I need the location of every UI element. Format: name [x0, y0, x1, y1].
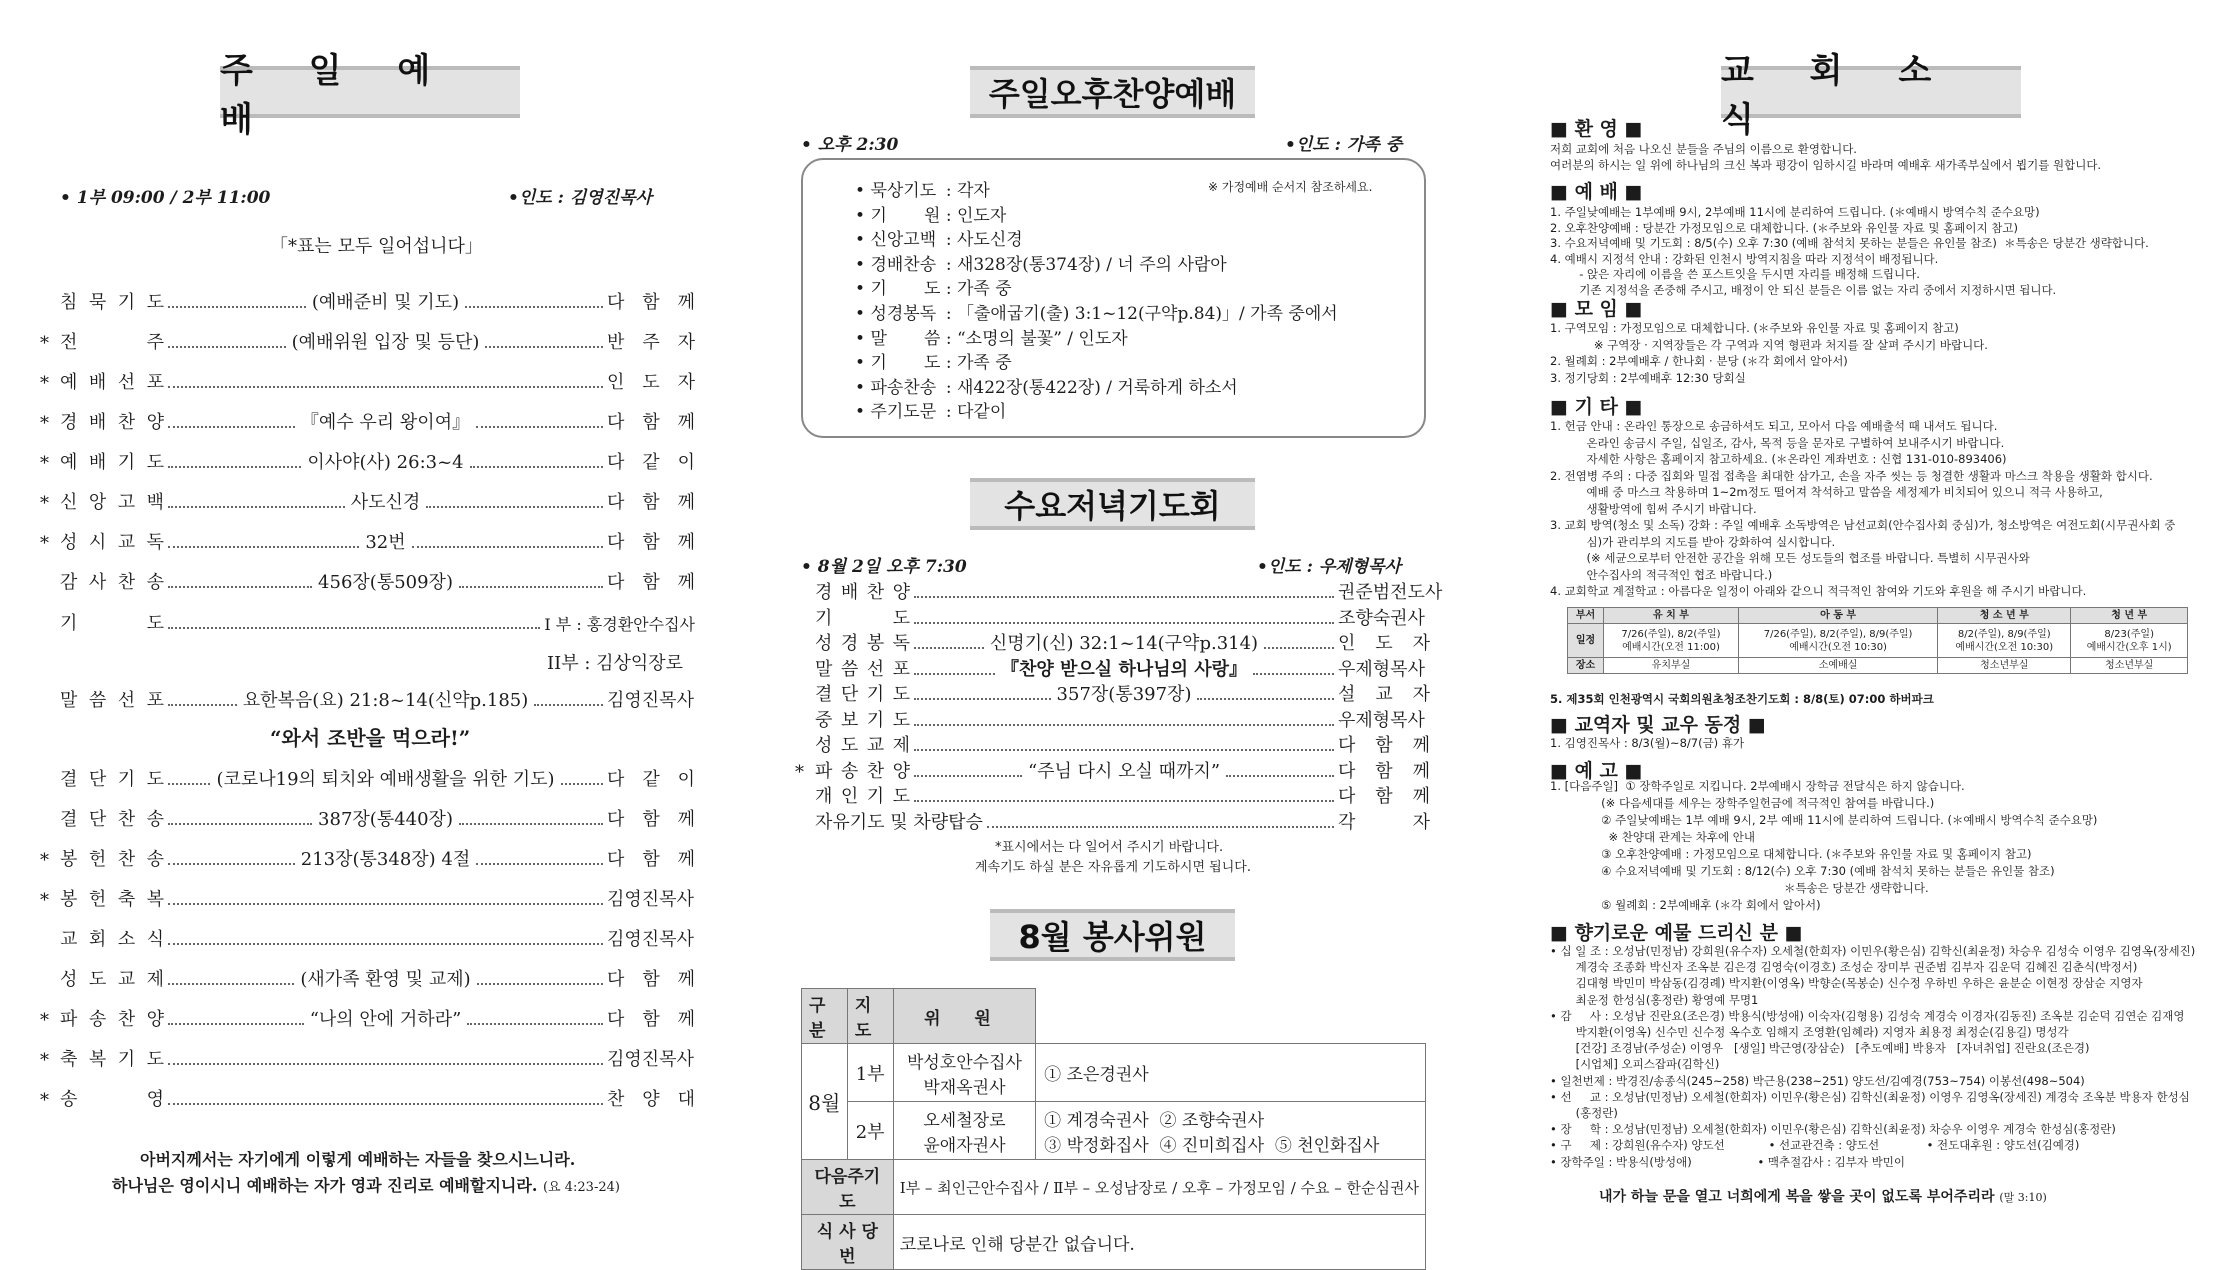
leader-dots: [477, 983, 603, 985]
leader-dots: [561, 783, 603, 785]
part-1-cell: 1부: [847, 1044, 893, 1102]
order-item: 성 도 교 제: [60, 969, 164, 990]
staff-news-heading: ■ 교역자 및 교우 동정 ■: [1550, 714, 1766, 736]
wednesday-note-1: *표시에서는 다 일어서 주시기 바랍니다.: [995, 840, 1224, 855]
order-item: 축 복 기 도: [60, 1049, 164, 1070]
leader-dots: [534, 704, 603, 706]
order-item: 예 배 선 포: [60, 372, 164, 393]
leader-dots: [168, 903, 603, 905]
notice-line: ③ 오후찬양예배 : 가정모임으로 대체합니다. (＊주보와 유인물 자료 및 홈페이지 참고): [1550, 847, 2032, 861]
order-detail: “나의 안에 거하라”: [309, 1009, 462, 1030]
wednesday-time: • 8월 2일 오후 7:30: [801, 557, 967, 577]
order-item: 감 사 찬 송: [60, 572, 164, 593]
order-row: [795, 578, 1443, 604]
afternoon-order-row: • 경배찬송 : 새328장(통374장) / 너 주의 사람아: [855, 250, 1227, 275]
leader-dots: [168, 1063, 603, 1065]
order-person: 다 함 께: [1338, 760, 1430, 782]
leader-dots: [914, 596, 1334, 598]
order-row: [795, 706, 1430, 732]
stand-marker: *: [40, 493, 49, 514]
afternoon-item: 신앙고백: [870, 230, 937, 251]
afternoon-order-row: • 기 원 : 인도자: [855, 201, 1006, 226]
order-item: 송 영: [60, 1089, 164, 1110]
order-detail: 이사야(사) 26:3~4: [307, 452, 464, 473]
order-detail: 387장(통440장): [318, 809, 453, 830]
order-item: 예 배 기 도: [60, 452, 164, 473]
order-item: 기 도: [60, 613, 164, 634]
order-person: 인 도 자: [1338, 633, 1430, 654]
order-person: 다 함 께: [607, 572, 696, 593]
order-detail: 『예수 우리 왕이여』: [300, 412, 471, 433]
notice-line: (※ 세균으로부터 안전한 공간을 위해 모든 성도들의 협조를 바랍니다. 특별히 시무권사와: [1550, 551, 2030, 565]
order-person: 다 함 께: [1338, 735, 1430, 756]
afternoon-item: 기 원: [870, 205, 941, 226]
ed-header-dept: 부서: [1568, 608, 1604, 624]
notice-line: (※ 다음세대를 세우는 장학주일헌금에 적극적인 참여를 바랍니다.): [1550, 796, 1935, 810]
afternoon-detail: 「출애굽기(출) 3:1~12(구약p.84)」/ 가족 중에서: [956, 304, 1338, 324]
afternoon-detail: 가족 중: [956, 279, 1012, 300]
afternoon-detail: 각자: [956, 181, 990, 201]
order-item: 기 도: [815, 607, 910, 629]
leader-dots: [168, 943, 603, 945]
afternoon-item: 기 도: [870, 279, 941, 300]
order-detail: “주님 다시 오실 때까지”: [1027, 760, 1221, 782]
afternoon-order-row: • 기 도 : 가족 중: [855, 348, 1012, 373]
afternoon-worship-title: 주일오후찬양예배: [970, 66, 1255, 118]
order-detail: 456장(통509장): [318, 572, 453, 593]
order-row: [40, 568, 695, 594]
welcome-heading: ■ 환 영 ■: [1550, 118, 1643, 140]
afternoon-leader: •인도 : 가족 중: [1285, 135, 1403, 155]
order-person: 김영진목사: [607, 889, 694, 910]
notice-line: ④ 수요저녁예배 및 기도회 : 8/12(수) 오후 7:30 (예배 참석치 못하는 분들은 유인물 참조): [1550, 864, 2055, 878]
afternoon-item: 주기도문: [870, 402, 937, 423]
ed-date-cell: 8/2(주일), 8/9(주일) 예배시간(오전 10:30): [1938, 624, 2071, 658]
order-item: 교 회 소 식: [60, 929, 164, 950]
ed-place-label: 장소: [1568, 658, 1604, 674]
afternoon-time: • 오후 2:30: [801, 135, 899, 155]
notice-line: 자세한 사항은 홈페이지 참고하세요. (＊온라인 계좌번호 : 신협 131-010-893406): [1550, 452, 2007, 466]
order-detail: 357장(통397장): [1056, 684, 1192, 705]
next-prayer-value: Ⅰ부 – 최인근안수집사 / Ⅱ부 – 오성남장로 / 오후 – 가정모임 / 수요 – 한순심권사: [893, 1160, 1425, 1215]
afternoon-item: 기 도: [870, 353, 941, 374]
stand-marker: *: [40, 453, 49, 474]
notice-line: 1. 주일낮예배는 1부예배 9시, 2부예배 11시에 분리하여 드립니다. (＊예배시 방역수칙 준수요망): [1550, 205, 2040, 219]
order-detail: 『찬양 받으실 하나님의 사랑』: [1000, 658, 1248, 680]
leader-dots: [914, 647, 984, 649]
order-row: [795, 655, 1430, 681]
leader-dots: [168, 346, 286, 348]
notice-line: 3. 교회 방역(청소 및 소독) 강화 : 주일 예배후 소독방역은 남선교회(안수집사회 중심)가, 청소방역은 여전도회(시무권사회 중: [1550, 518, 2176, 532]
leader-dots: [914, 673, 995, 675]
stand-marker: *: [40, 850, 49, 871]
afternoon-detail: 가족 중: [956, 353, 1012, 374]
col-header-division: 구 분: [802, 989, 848, 1044]
leader-dots: [168, 586, 312, 588]
afternoon-order-row: • 묵상기도 : 각자: [855, 176, 990, 201]
leader-dots: [168, 1103, 603, 1105]
leader-dots: [168, 426, 295, 428]
part-2-leaders: 오세철장로 윤애자권사: [893, 1102, 1035, 1160]
afternoon-order-row: • 파송찬송 : 새422장(통422장) / 거룩하게 하소서: [855, 373, 1238, 398]
order-row: [795, 757, 1430, 783]
meeting-heading: ■ 모 임 ■: [1550, 298, 1643, 320]
leader-dots: [168, 627, 540, 629]
order-person: 우제형목사: [1338, 709, 1425, 731]
ed-header-youth: 청 소 년 부: [1938, 608, 2071, 624]
order-person: 각 자: [1338, 811, 1430, 833]
order-row: [40, 965, 695, 991]
order-row: [40, 609, 695, 635]
leader-dots: [1253, 673, 1334, 675]
notice-line: 2. 전염병 주의 : 다중 집회와 밀접 접촉을 최대한 삼가고, 손을 자주 씻는 등 청결한 생활과 마스크 착용을 생활화 합시다.: [1550, 468, 2153, 483]
notice-line: • 장학주일 : 박용식(방성애) • 맥추절감사 : 김부자 박민이: [1550, 1154, 1905, 1169]
order-item: 파 송 찬 양: [815, 760, 910, 782]
order-row: [40, 408, 695, 434]
order-row: [40, 1085, 695, 1111]
notice-line: 1. 헌금 안내 : 온라인 통장으로 송금하셔도 되고, 모아서 다음 예배출석 때 내셔도 됩니다.: [1550, 419, 1998, 433]
order-row: [40, 368, 695, 394]
leader-dots: [1264, 647, 1334, 649]
ed-header-young-adult: 청 년 부: [2071, 608, 2188, 624]
order-item: 말 씀 선 포: [60, 690, 164, 711]
notice-line: 3. 정기당회 : 2부예배후 12:30 당회실: [1550, 370, 1746, 385]
notice-line: • 감 사 : 오성남 진란요(조은경) 박용식(방성애) 이숙자(김형용) 김성숙 계경숙 이경자(김동진) 조옥분 김순덕 김연순 김재영: [1550, 1008, 2185, 1023]
notice-line: • 선 교 : 오성남(민정남) 오세철(한희자) 이민우(황은심) 김학신(최윤정) 이영우 김영옥(장세진) 계경숙 조옥분 박용자 한성심: [1550, 1089, 2190, 1104]
order-person: 다 함 께: [607, 292, 695, 313]
notice-line: 저희 교회에 처음 나오신 분들을 주님의 이름으로 환영합니다.: [1550, 142, 1857, 156]
leader-dots: [168, 863, 295, 865]
notice-line: 4. 예배시 지정석 안내 : 강화된 인천시 방역지침을 따라 지정석이 배정됩니다.: [1550, 251, 1939, 266]
order-person: 다 함 께: [607, 849, 696, 870]
order-row: [40, 765, 695, 791]
order-item: 침 묵 기 도: [60, 292, 164, 313]
notice-line: 계경숙 조종화 박신자 조옥분 김은경 김영숙(이경호) 조성순 장미부 권준범 김부자 김운덕 김혜진 김춘식(박정서): [1550, 960, 2138, 975]
notice-line: 심)가 관리부의 지도를 받아 강화하여 실시합니다.: [1550, 534, 1836, 549]
volunteers-table: [801, 988, 1426, 1270]
afternoon-item: 묵상기도: [870, 181, 937, 201]
part-1-leaders: 박성호안수집사 박재옥권사: [893, 1044, 1035, 1102]
order-person: 다 같 이: [607, 452, 695, 473]
order-row: [795, 629, 1430, 655]
order-detail: (새가족 환영 및 교제): [300, 969, 471, 990]
order-detail: 신명기(신) 32:1~14(구약p.314): [989, 633, 1259, 654]
worship-leader: •인도 : 김영진목사: [508, 188, 652, 208]
order-row: [40, 448, 695, 474]
afternoon-item: 파송찬송: [870, 377, 937, 398]
afternoon-item: 경배찬송: [870, 254, 937, 275]
next-prayer-label: 다음주기도: [802, 1160, 894, 1215]
order-item: 결 단 찬 송: [60, 809, 164, 830]
notice-line: [시업체] 오피스잡파(김학신): [1550, 1057, 1720, 1072]
leader-dots: [914, 622, 1334, 624]
order-item: 파 송 찬 양: [60, 1009, 164, 1030]
order-row: [795, 782, 1430, 808]
order-person: 다 함 께: [607, 412, 696, 433]
leader-dots: [465, 306, 603, 308]
part-2-cell: 2부: [847, 1102, 893, 1160]
afternoon-detail: 사도신경: [956, 230, 1023, 251]
order-item: 신 앙 고 백: [60, 492, 164, 513]
notice-line: 안수집사의 적극적인 협조 바랍니다.): [1550, 567, 1773, 582]
leader-dots: [426, 506, 603, 508]
notice-line: 2. 월례회 : 2부예배후 / 한나회 · 분당 (＊각 회에서 알아서): [1550, 354, 1848, 368]
order-item: 봉 헌 축 복: [60, 889, 164, 910]
leader-dots: [168, 506, 345, 508]
leader-dots: [914, 724, 1334, 726]
ed-place-cell: 소예배실: [1738, 658, 1937, 674]
notice-line: ⑤ 월례회 : 2부예배후 (＊각 회에서 알아서): [1550, 898, 1821, 912]
order-row: [40, 925, 695, 951]
stand-marker: *: [795, 761, 804, 783]
col-header-leader: 지 도: [847, 989, 893, 1044]
col-header-members: 위 원: [893, 989, 1035, 1044]
notice-line: 1. [다음주일] ① 장학주일로 지킵니다. 2부예배시 장학금 전달식은 하지 않습니다.: [1550, 779, 1965, 793]
order-item: 경 배 찬 양: [815, 582, 910, 603]
leader-dots: [470, 466, 603, 468]
afternoon-item: 말 씀: [870, 328, 941, 349]
wednesday-note-2: 계속기도 하실 분은 자유롭게 기도하시면 됩니다.: [975, 860, 1251, 875]
leader-dots: [914, 698, 1051, 700]
staff-news: 1. 김영진목사 : 8/3(월)~8/7(금) 휴가: [1550, 736, 1745, 750]
notice-line: 기존 지정석을 존중해 주시고, 배정이 안 되신 분들은 이름 없는 자리 중에서 지정하시면 됩니다.: [1550, 282, 2057, 297]
worship-heading: ■ 예 배 ■: [1550, 181, 1643, 203]
notice-line: 김대형 박민미 박삼동(김경례) 박지환(이영옥) 박향순(목봉순) 신수정 우하빈 우하은 윤분순 이현정 장삼순 지영자: [1550, 976, 2143, 991]
notice-line: 온라인 송금시 주일, 십일조, 감사, 목적 등을 문자로 구별하여 보내주시기 바랍니다.: [1550, 435, 2005, 450]
order-person: 김영진목사: [607, 1049, 694, 1070]
leader-dots: [168, 704, 237, 706]
leader-dots: [914, 775, 1022, 777]
leader-dots: [459, 586, 603, 588]
ed-place-cell: 청소년부실: [2071, 658, 2188, 674]
notice-line: 2. 오후찬양예배 : 당분간 가정모임으로 대체합니다. (＊주보와 유인물 자료 및 홈페이지 참고): [1550, 220, 2018, 235]
order-row: [40, 686, 695, 712]
order-row: [40, 805, 695, 831]
notice-line: 4. 교회학교 계절학교 : 아름다운 일정이 아래와 같으니 적극적인 참여와 기도와 후원을 해 주시기 바랍니다.: [1550, 584, 2087, 598]
stand-marker: *: [40, 373, 49, 394]
preview-heading: ■ 예 고 ■: [1550, 760, 1643, 782]
notice-line: 최운정 한성심(홍정란) 황영예 무명1: [1550, 992, 1759, 1007]
order-person: 찬 양 대: [607, 1089, 695, 1110]
order-row: [795, 731, 1430, 757]
order-row: [40, 328, 695, 354]
leader-dots: [914, 800, 1334, 802]
notice-line: 예배 중 마스크 착용하며 1~2m정도 떨어져 착석하고 말씀을 세정제가 비치되어 있으니 적극 사용하고,: [1550, 485, 2103, 499]
afternoon-order-row: • 성경봉독 : 「출애굽기(출) 3:1~12(구약p.84)」/ 가족 중에서: [855, 299, 1338, 324]
order-person: 다 같 이: [607, 769, 696, 790]
standing-note: 「*표는 모두 일어섭니다」: [270, 236, 483, 257]
leader-dots: [1197, 698, 1334, 700]
stand-marker: *: [40, 533, 49, 554]
leader-dots: [168, 466, 301, 468]
leader-dots: [168, 783, 210, 785]
notice-line: • 십 일 조 : 오성남(민정남) 강희원(유수자) 오세철(한희자) 이민우(황은심) 김학신(최윤정) 차승우 김성숙 이영우 김영옥(장세진): [1550, 944, 2196, 958]
part-2-members: ① 계경숙권사 ② 조향숙권사 ③ 박정화집사 ④ 진미희집사 ⑤ 천인화집사: [1036, 1102, 1426, 1160]
afternoon-item: 성경봉독: [870, 304, 937, 324]
august-volunteers-title: 8월 봉사위원: [990, 909, 1235, 961]
sermon-title: “와서 조반을 먹으라!”: [270, 726, 471, 750]
order-row: [40, 288, 695, 314]
order-item: 개 인 기 도: [815, 786, 910, 807]
stand-marker: *: [40, 890, 49, 911]
leader-dots: [485, 346, 603, 348]
leader-dots: [168, 983, 294, 985]
leader-dots: [987, 826, 1334, 828]
wednesday-prayer-title: 수요저녁기도회: [970, 478, 1255, 530]
leader-dots: [914, 749, 1334, 751]
offering-heading: ■ 향기로운 예물 드리신 분 ■: [1550, 922, 1803, 944]
notice-line: 1. 구역모임 : 가정모임으로 대체합니다. (＊주보와 유인물 자료 및 홈페이지 참고): [1550, 321, 1959, 335]
order-item: 경 배 찬 양: [60, 412, 164, 433]
order-detail: (코로나19의 퇴치와 예배생활을 위한 기도): [216, 769, 555, 790]
order-person: 다 함 께: [607, 809, 696, 830]
order-row: [795, 604, 1430, 630]
afternoon-order-row: • 말 씀 : “소명의 불꽃” / 인도자: [855, 324, 1128, 349]
order-detail: (예배위원 입장 및 등단): [291, 332, 480, 353]
ed-date-cell: 8/23(주일) 예배시간(오후 1시): [2071, 624, 2188, 658]
order-row: [40, 1045, 695, 1071]
leader-dots: [412, 546, 603, 548]
closing-verse: 내가 하늘 문을 열고 너희에게 복을 쌓을 곳이 없도록 부어주리라 (말 3:10): [1599, 1189, 2047, 1205]
sunday-worship-title: 주 일 예 배: [220, 66, 520, 118]
order-detail: 요한복음(요) 21:8~14(신약p.185): [242, 690, 529, 711]
order-row: [40, 528, 695, 554]
church-school-table: [1567, 607, 2188, 674]
notice-line: 3. 수요저녁예배 및 기도회 : 8/5(수) 오후 7:30 (예배 참석치 못하는 분들은 유인물 참조) ＊특송은 당분간 생략합니다.: [1550, 236, 2149, 250]
afternoon-detail: “소명의 불꽃” / 인도자: [956, 328, 1128, 349]
notice-line: 생활방역에 힘써 주시기 바랍니다.: [1550, 501, 1757, 516]
order-person: I 부 : 홍경환안수집사: [544, 615, 695, 634]
afternoon-detail: 새328장(통374장) / 너 주의 사람아: [956, 254, 1227, 275]
stand-marker: *: [40, 413, 49, 434]
order-person: 다 함 께: [607, 1009, 696, 1030]
notice-line: ※ 찬양대 관계는 차후에 안내: [1550, 830, 1755, 844]
footer-verse-line2: 하나님은 영이시니 예배하는 자가 영과 진리로 예배할지니라. (요 4:23-24): [112, 1176, 620, 1195]
meal-duty-value: 코로나로 인해 당분간 없습니다.: [893, 1215, 1425, 1270]
notice-line: 박지환(이영옥) 신수민 신수정 옥수호 임해지 조영환(임혜라) 지영자 최용정 최정순(김용길) 명성각: [1550, 1025, 2069, 1039]
order-item: 성 경 봉 독: [815, 633, 910, 654]
notice-line: [건강] 조경남(주성순) 이영우 [생일] 박근영(장삼순) [추도예배] 박용자 [자녀취업] 진란요(조은경): [1550, 1041, 2090, 1056]
order-item: 성 도 교 제: [815, 735, 910, 756]
ed-date-cell: 7/26(주일), 8/2(주일), 8/9(주일) 예배시간(오전 10:30): [1738, 624, 1937, 658]
afternoon-order-row: • 주기도문 : 다같이: [855, 397, 1006, 422]
wednesday-leader: •인도 : 우제형목사: [1257, 557, 1401, 577]
leader-dots: [459, 823, 603, 825]
leader-dots: [476, 863, 603, 865]
notice-line: ② 주일낮예배는 1부 예배 9시, 2부 예배 11시에 분리하여 드립니다. (＊예배시 방역수칙 준수요망): [1550, 813, 2098, 827]
order-item: 성 시 교 독: [60, 532, 164, 553]
order-detail: (예배준비 및 기도): [311, 292, 460, 313]
ed-header-kinder: 유 치 부: [1604, 608, 1739, 624]
afternoon-order-row: • 기 도 : 가족 중: [855, 274, 1012, 299]
notice-line: ＊특송은 당분간 생략합니다.: [1550, 881, 1929, 895]
notice-line: ※ 구역장 · 지역장들은 각 구역과 지역 형편과 처지를 잘 살펴 주시기 바랍니다.: [1550, 337, 1988, 352]
order-person: 우제형목사: [1338, 658, 1425, 680]
leader-dots: [168, 823, 312, 825]
order-item: 결 단 기 도: [60, 769, 164, 790]
ed-date-cell: 7/26(주일), 8/2(주일) 예배시간(오전 11:00): [1604, 624, 1739, 658]
order-row: [795, 680, 1430, 706]
prayer-breakfast-notice: 5. 제35회 인천광역시 국회의원초청조찬기도회 : 8/8(토) 07:00 하버파크: [1550, 692, 1934, 706]
church-news-title: 교 회 소 식: [1721, 66, 2021, 118]
leader-dots: [168, 546, 359, 548]
stand-marker: *: [40, 1090, 49, 1111]
leader-dots: [467, 1023, 603, 1025]
stand-marker: *: [40, 1010, 49, 1031]
meal-duty-label: 식 사 당 번: [802, 1215, 894, 1270]
order-row: [40, 885, 695, 911]
afternoon-detail: 다같이: [956, 402, 1007, 423]
stand-marker: *: [40, 1050, 49, 1071]
order-person: 권준범전도사: [1338, 582, 1443, 603]
part-1-members: ① 조은경권사: [1036, 1044, 1426, 1102]
notice-line: • 장 학 : 오성남(민정남) 오세철(한희자) 이민우(황은심) 김학신(최윤정) 차승우 이영우 계경숙 한성심(홍정란): [1550, 1122, 2116, 1137]
afternoon-order-row: • 신앙고백 : 사도신경: [855, 225, 1023, 250]
order-person: 다 함 께: [607, 492, 695, 513]
stand-marker: *: [40, 333, 49, 354]
order-detail: 사도신경: [350, 492, 421, 513]
leader-dots: [1226, 775, 1334, 777]
other-heading: ■ 기 타 ■: [1550, 396, 1643, 418]
order-row: [795, 808, 1430, 834]
afternoon-detail: 새422장(통422장) / 거룩하게 하소서: [956, 377, 1238, 398]
notice-line: - 앉은 자리에 이름을 쓴 포스트잇을 두시면 자리를 배정해 드립니다.: [1550, 267, 1920, 281]
notice-line: 여러분의 하시는 일 위에 하나님의 크신 복과 평강이 임하시길 바라며 예배후 새가족부실에서 뵙기를 원합니다.: [1550, 158, 2102, 172]
month-cell: 8월: [802, 1044, 848, 1160]
order-person: 인 도 자: [607, 372, 695, 393]
leader-dots: [168, 306, 306, 308]
order-item: 중 보 기 도: [815, 709, 910, 731]
notice-line: (홍정란): [1550, 1106, 1618, 1120]
order-row: [40, 1005, 695, 1031]
order-item: 봉 헌 찬 송: [60, 849, 164, 870]
ed-place-cell: 청소년부실: [1938, 658, 2071, 674]
worship-time: • 1부 09:00 / 2부 11:00: [60, 188, 271, 208]
order-item: 자유기도 및 차량탑승: [815, 811, 983, 833]
ed-date-label: 일정: [1568, 624, 1604, 658]
order-row: [40, 488, 695, 514]
order-detail: 32번: [365, 532, 406, 553]
order-person: 김영진목사: [607, 690, 694, 711]
order-person: 다 함 께: [607, 969, 696, 990]
leader-dots: [168, 386, 603, 388]
box-note: ※ 가정예배 순서지 참조하세요.: [1208, 180, 1373, 194]
order-person: 다 함 께: [607, 532, 696, 553]
order-row: [40, 845, 695, 871]
notice-line: • 일천번제 : 박경진/송종식(245~258) 박근용(238~251) 양도선/김예경(753~754) 이봉선(498~504): [1550, 1073, 2085, 1088]
footer-verse-line1: 아버지께서는 자기에게 이렇게 예배하는 자들을 찾으시느니라.: [140, 1150, 576, 1169]
leader-dots: [476, 426, 603, 428]
order-person: 조향숙권사: [1338, 607, 1425, 629]
order-person: 설 교 자: [1338, 684, 1431, 705]
ed-place-cell: 유치부실: [1604, 658, 1739, 674]
order-detail: 213장(통348장) 4절: [300, 849, 471, 870]
order-person: 김영진목사: [607, 929, 694, 950]
order-item: 말 씀 선 포: [815, 658, 910, 680]
prayer-second-part: II부 : 김상익장로: [547, 653, 684, 674]
order-item: 전 주: [60, 332, 164, 353]
leader-dots: [168, 1023, 304, 1025]
afternoon-detail: 인도자: [956, 205, 1007, 226]
notice-line: • 구 제 : 강희원(유수자) 양도선 • 선교관건축 : 양도선 • 전도대후원 : 양도선(김예경): [1550, 1138, 2080, 1153]
ed-header-children: 아 동 부: [1738, 608, 1937, 624]
order-person: 다 함 께: [1338, 786, 1430, 807]
order-person: 반 주 자: [607, 332, 696, 353]
order-item: 결 단 기 도: [815, 684, 910, 705]
